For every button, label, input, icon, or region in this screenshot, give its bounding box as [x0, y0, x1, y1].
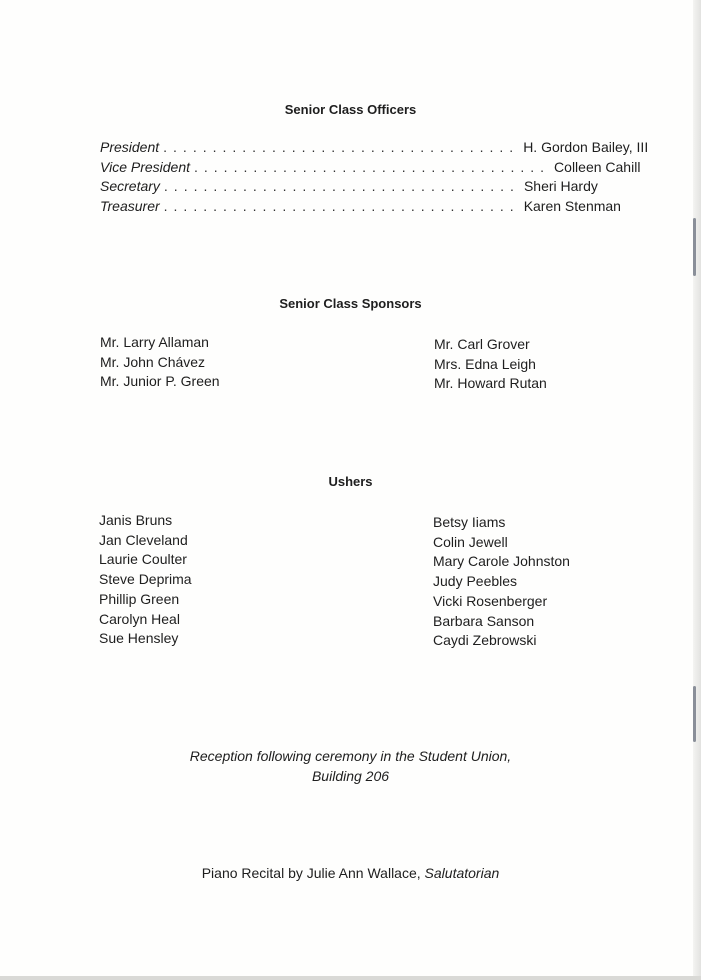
officer-name: Sheri Hardy — [523, 178, 598, 194]
officer-role: President — [100, 139, 160, 155]
officer-name: Colleen Cahill — [554, 159, 641, 175]
officer-role: Secretary — [100, 178, 160, 194]
sponsor-name: Mr. Howard Rutan — [434, 375, 547, 392]
reception-line-2: Building 206 — [311, 768, 390, 784]
staple-mark-bottom — [693, 686, 696, 742]
page-edge-right — [693, 0, 701, 980]
ushers-left-column — [99, 511, 192, 649]
page-edge-bottom — [0, 976, 701, 980]
officer-row-secretary — [100, 178, 598, 198]
staple-mark-top — [693, 218, 696, 276]
officer-role: Treasurer — [100, 198, 160, 214]
sponsor-name: Mr. Junior P. Green — [100, 373, 220, 390]
usher-name: Caydi Zebrowski — [433, 632, 537, 649]
sponsors-heading: Senior Class Sponsors — [279, 296, 422, 311]
usher-name: Phillip Green — [99, 590, 180, 607]
reception-line-1: Reception following ceremony in the Student Union, — [189, 748, 512, 764]
sponsor-name: Mr. Larry Allaman — [100, 334, 209, 350]
recital-title: Salutatorian — [424, 865, 500, 881]
usher-name: Judy Peebles — [433, 573, 518, 590]
usher-name: Janis Bruns — [99, 512, 173, 528]
leader-dots: .................................... — [163, 198, 520, 214]
officer-role: Vice President — [100, 159, 191, 175]
reception-note — [0, 746, 701, 786]
leader-dots: .................................... — [194, 159, 551, 175]
officer-row-vice-president — [100, 159, 641, 179]
usher-name: Colin Jewell — [433, 533, 508, 550]
ushers-right-column — [433, 513, 570, 651]
usher-name: Barbara Sanson — [433, 612, 535, 629]
usher-name: Betsy Iiams — [433, 514, 506, 530]
officer-row-president — [100, 139, 649, 159]
sponsor-name: Mrs. Edna Leigh — [434, 355, 536, 372]
recital-note — [0, 865, 701, 881]
usher-name: Sue Hensley — [99, 630, 179, 647]
usher-name: Mary Carole Johnston — [433, 553, 570, 570]
usher-name: Laurie Coulter — [99, 551, 187, 568]
sponsor-name: Mr. John Chávez — [100, 353, 206, 370]
officer-name: Karen Stenman — [523, 198, 621, 214]
usher-name: Steve Deprima — [99, 571, 192, 588]
leader-dots: .................................... — [163, 139, 520, 155]
usher-name: Carolyn Heal — [99, 610, 180, 627]
officer-name: H. Gordon Bailey, III — [523, 139, 649, 155]
leader-dots: .................................... — [163, 178, 520, 194]
ushers-heading: Ushers — [328, 474, 373, 489]
usher-name: Jan Cleveland — [99, 531, 188, 548]
usher-name: Vicki Rosenberger — [433, 592, 548, 609]
sponsors-right-column — [434, 335, 547, 394]
officer-row-treasurer — [100, 198, 621, 218]
officers-heading: Senior Class Officers — [284, 102, 417, 117]
sponsors-left-column — [100, 333, 220, 392]
recital-text: Piano Recital by Julie Ann Wallace, — [201, 865, 425, 881]
sponsor-name: Mr. Carl Grover — [434, 336, 530, 352]
